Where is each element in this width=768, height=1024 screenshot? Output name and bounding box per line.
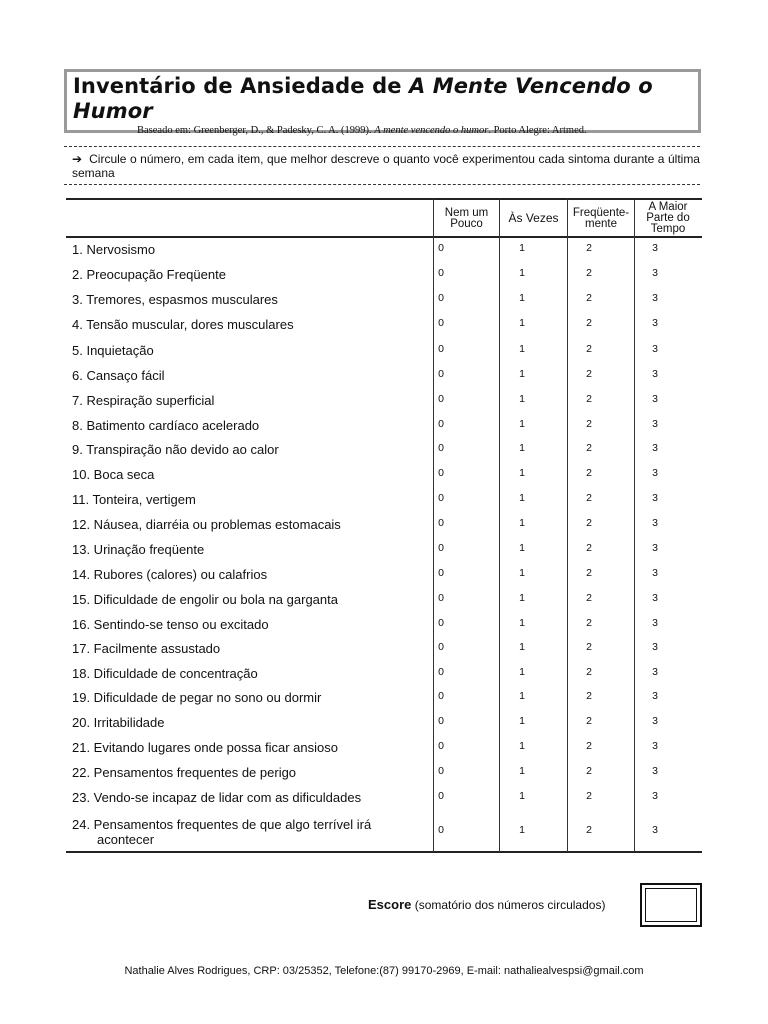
col-divider-2: [499, 199, 500, 852]
item-label: 24. Pensamentos frequentes de que algo terrível irá: [72, 817, 372, 832]
scale-option-2[interactable]: 2: [586, 592, 592, 604]
scale-option-0[interactable]: 0: [438, 790, 444, 802]
scale-option-2[interactable]: 2: [586, 790, 592, 802]
scale-option-3[interactable]: 3: [652, 790, 658, 802]
scale-option-1[interactable]: 1: [519, 666, 525, 678]
scale-option-0[interactable]: 0: [438, 666, 444, 678]
item-label: 21. Evitando lugares onde possa ficar ansioso: [72, 740, 338, 755]
scale-option-1[interactable]: 1: [519, 740, 525, 752]
scale-option-3[interactable]: 3: [652, 542, 658, 554]
scale-option-1[interactable]: 1: [519, 765, 525, 777]
source-prefix: Baseado em: Greenberger, D., & Padesky, C. A. (1999).: [137, 125, 375, 136]
column-header-frequentemente: Freqüente- mente: [572, 206, 630, 230]
scale-option-1[interactable]: 1: [519, 492, 525, 504]
scale-option-2[interactable]: 2: [586, 740, 592, 752]
scale-option-0[interactable]: 0: [438, 492, 444, 504]
scale-option-0[interactable]: 0: [438, 368, 444, 380]
scale-option-3[interactable]: 3: [652, 442, 658, 454]
scale-option-1[interactable]: 1: [519, 467, 525, 479]
scale-option-3[interactable]: 3: [652, 393, 658, 405]
scale-option-2[interactable]: 2: [586, 393, 592, 405]
dashed-divider-top: [64, 146, 700, 147]
scale-option-2[interactable]: 2: [586, 824, 592, 836]
title-italic-1: A Mente Vencendo o: [408, 74, 653, 98]
arrow-right-icon: ➔: [72, 152, 83, 166]
scale-option-3[interactable]: 3: [652, 267, 658, 279]
scale-option-2[interactable]: 2: [586, 292, 592, 304]
item-label: 23. Vendo-se incapaz de lidar com as dificuldades: [72, 790, 362, 805]
scale-option-3[interactable]: 3: [652, 715, 658, 727]
column-header-maior-parte: A Maior Parte do Tempo: [646, 201, 690, 235]
scale-option-1[interactable]: 1: [519, 317, 525, 329]
scale-option-2[interactable]: 2: [586, 641, 592, 653]
item-label: 20. Irritabilidade: [72, 715, 165, 730]
scale-option-0[interactable]: 0: [438, 267, 444, 279]
item-label: 22. Pensamentos frequentes de perigo: [72, 765, 297, 780]
scale-option-3[interactable]: 3: [652, 517, 658, 529]
scale-option-0[interactable]: 0: [438, 690, 444, 702]
scale-option-1[interactable]: 1: [519, 690, 525, 702]
score-box[interactable]: [640, 883, 702, 927]
scale-option-3[interactable]: 3: [652, 368, 658, 380]
column-header-nem-um-pouco: Nem um Pouco: [444, 206, 489, 230]
item-label: 8. Batimento cardíaco acelerado: [72, 418, 260, 433]
table-bottom-rule: [66, 851, 702, 853]
scale-option-3[interactable]: 3: [652, 418, 658, 430]
scale-option-2[interactable]: 2: [586, 765, 592, 777]
score-box-inner: [645, 888, 697, 922]
item-label: 5. Inquietação: [72, 343, 154, 358]
scale-option-1[interactable]: 1: [519, 824, 525, 836]
title-box: [64, 69, 701, 136]
title-plain: Inventário de Ansiedade de: [73, 74, 409, 98]
source-reference: [73, 125, 692, 136]
item-label: 9. Transpiração não devido ao calor: [72, 442, 279, 457]
scale-option-0[interactable]: 0: [438, 442, 444, 454]
scale-option-0[interactable]: 0: [438, 343, 444, 355]
scale-option-0[interactable]: 0: [438, 715, 444, 727]
scale-option-1[interactable]: 1: [519, 715, 525, 727]
scale-option-3[interactable]: 3: [652, 666, 658, 678]
scale-option-0[interactable]: 0: [438, 517, 444, 529]
scale-option-2[interactable]: 2: [586, 368, 592, 380]
scale-option-2[interactable]: 2: [586, 517, 592, 529]
scale-option-1[interactable]: 1: [519, 267, 525, 279]
item-label: 10. Boca seca: [72, 467, 155, 482]
source-book: A mente vencendo o humor: [374, 125, 489, 136]
scale-option-1[interactable]: 1: [519, 617, 525, 629]
scale-option-2[interactable]: 2: [586, 343, 592, 355]
scale-option-3[interactable]: 3: [652, 592, 658, 604]
scale-option-0[interactable]: 0: [438, 242, 444, 254]
scale-option-1[interactable]: 1: [519, 242, 525, 254]
scale-option-2[interactable]: 2: [586, 242, 592, 254]
scale-option-3[interactable]: 3: [652, 641, 658, 653]
scale-option-0[interactable]: 0: [438, 592, 444, 604]
dashed-divider-bottom: [64, 184, 700, 185]
scale-option-1[interactable]: 1: [519, 592, 525, 604]
item-label: 13. Urinação freqüente: [72, 542, 205, 557]
scale-option-0[interactable]: 0: [438, 765, 444, 777]
scale-option-3[interactable]: 3: [652, 567, 658, 579]
scale-option-3[interactable]: 3: [652, 765, 658, 777]
item-label: 1. Nervosismo: [72, 242, 156, 257]
scale-option-3[interactable]: 3: [652, 740, 658, 752]
item-label: 3. Tremores, espasmos musculares: [72, 292, 278, 307]
item-label: 12. Náusea, diarréia ou problemas estomacais: [72, 517, 341, 532]
scale-option-1[interactable]: 1: [519, 641, 525, 653]
scale-option-0[interactable]: 0: [438, 567, 444, 579]
item-label: 4. Tensão muscular, dores musculares: [72, 317, 294, 332]
footer-contact: Nathalie Alves Rodrigues, CRP: 03/25352, Telefone:(87) 99170-2969, E-mail: nathaliealvespsi@gmail.com: [124, 965, 644, 977]
scale-option-0[interactable]: 0: [438, 617, 444, 629]
scale-option-1[interactable]: 1: [519, 542, 525, 554]
scale-option-2[interactable]: 2: [586, 690, 592, 702]
scale-option-0[interactable]: 0: [438, 317, 444, 329]
col-divider-3: [567, 199, 568, 852]
scale-option-2[interactable]: 2: [586, 542, 592, 554]
scale-option-2[interactable]: 2: [586, 715, 592, 727]
score-label: [368, 897, 605, 912]
score-title: Escore: [368, 897, 412, 912]
scale-option-3[interactable]: 3: [652, 292, 658, 304]
scale-option-3[interactable]: 3: [652, 317, 658, 329]
instructions: [72, 152, 700, 180]
column-header-as-vezes: Às Vezes: [508, 211, 559, 225]
scale-option-1[interactable]: 1: [519, 790, 525, 802]
item-label: 11. Tonteira, vertigem: [72, 492, 196, 507]
instructions-text: Circule o número, em cada item, que melhor descreve o quanto você experimentou cada sintoma durante a última semana: [72, 152, 700, 180]
scale-option-2[interactable]: 2: [586, 467, 592, 479]
scale-option-3[interactable]: 3: [652, 690, 658, 702]
item-label: 15. Dificuldade de engolir ou bola na garganta: [72, 592, 338, 607]
scale-option-1[interactable]: 1: [519, 418, 525, 430]
scale-option-2[interactable]: 2: [586, 666, 592, 678]
scale-option-1[interactable]: 1: [519, 442, 525, 454]
item-label: 16. Sentindo-se tenso ou excitado: [72, 617, 269, 632]
scale-option-0[interactable]: 0: [438, 824, 444, 836]
scale-option-2[interactable]: 2: [586, 492, 592, 504]
scale-option-2[interactable]: 2: [586, 567, 592, 579]
score-note: (somatório dos números circulados): [411, 898, 606, 912]
scale-option-0[interactable]: 0: [438, 542, 444, 554]
item-label: 19. Dificuldade de pegar no sono ou dormir: [72, 690, 322, 705]
scale-option-3[interactable]: 3: [652, 617, 658, 629]
scale-option-3[interactable]: 3: [652, 343, 658, 355]
scale-option-1[interactable]: 1: [519, 567, 525, 579]
item-label: 17. Facilmente assustado: [72, 641, 221, 656]
scale-option-3[interactable]: 3: [652, 824, 658, 836]
item-label: 6. Cansaço fácil: [72, 368, 165, 383]
scale-option-3[interactable]: 3: [652, 242, 658, 254]
page-title: [73, 74, 692, 124]
source-suffix: . Porto Alegre: Artmed.: [488, 125, 587, 136]
scale-option-1[interactable]: 1: [519, 517, 525, 529]
item-label: 2. Preocupação Freqüente: [72, 267, 226, 282]
scale-option-2[interactable]: 2: [586, 317, 592, 329]
scale-option-2[interactable]: 2: [586, 418, 592, 430]
scale-option-1[interactable]: 1: [519, 343, 525, 355]
item-label: 14. Rubores (calores) ou calafrios: [72, 567, 268, 582]
scale-option-2[interactable]: 2: [586, 267, 592, 279]
scale-option-1[interactable]: 1: [519, 368, 525, 380]
scale-option-0[interactable]: 0: [438, 393, 444, 405]
scale-option-1[interactable]: 1: [519, 292, 525, 304]
item-label: 18. Dificuldade de concentração: [72, 666, 258, 681]
title-italic-2: Humor: [73, 99, 153, 123]
scale-option-0[interactable]: 0: [438, 641, 444, 653]
scale-option-1[interactable]: 1: [519, 393, 525, 405]
scale-option-3[interactable]: 3: [652, 492, 658, 504]
scale-option-2[interactable]: 2: [586, 617, 592, 629]
scale-option-0[interactable]: 0: [438, 418, 444, 430]
scale-option-0[interactable]: 0: [438, 740, 444, 752]
scale-option-0[interactable]: 0: [438, 292, 444, 304]
item-label-continuation: acontecer: [97, 832, 155, 847]
item-label: 7. Respiração superficial: [72, 393, 215, 408]
scale-option-3[interactable]: 3: [652, 467, 658, 479]
scale-option-0[interactable]: 0: [438, 467, 444, 479]
scale-option-2[interactable]: 2: [586, 442, 592, 454]
